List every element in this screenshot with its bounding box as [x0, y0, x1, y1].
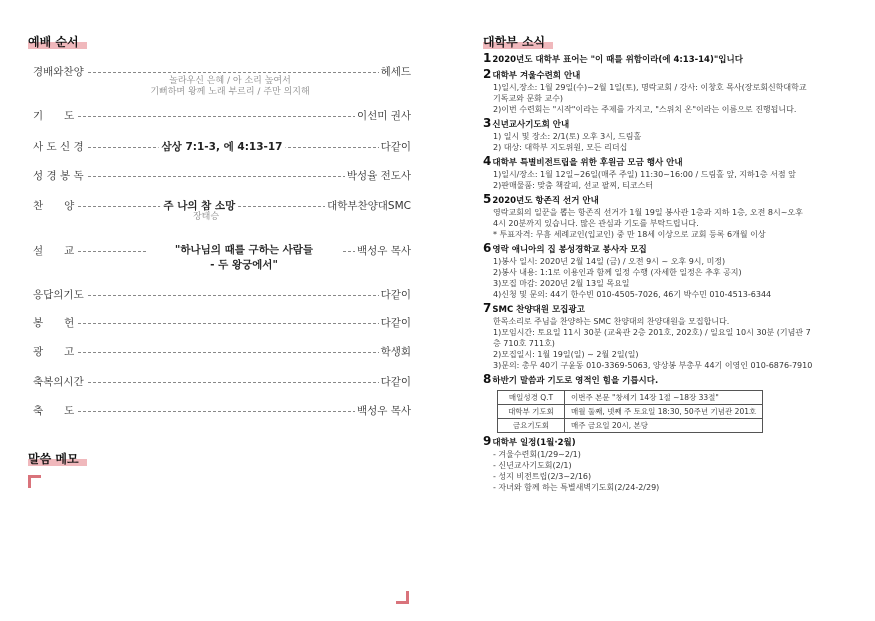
service-item-label: 광 고: [33, 346, 75, 358]
news-item-title: 2020년도 항존직 선거 안내: [492, 196, 599, 206]
service-item-label: 봉 헌: [33, 317, 75, 329]
news-item-number: 7: [483, 301, 492, 315]
news-item-number: 9: [483, 434, 492, 448]
news-item-line: - 자녀와 함께 하는 특별새벽기도회(2/24-2/29): [493, 483, 660, 492]
service-item-label: 설 교: [33, 245, 75, 257]
news-item-line: 4)신청 및 문의: 44기 한수빈 010-4505-7026, 46기 박수민 010-4513-6344: [493, 290, 772, 299]
table-row: [498, 405, 763, 419]
table-cell-description: 매월 둘째, 넷째 주 토요일 18:30, 50주년 기념관 201호: [565, 405, 763, 419]
news-item-line: 1)일시/장소: 1월 12일~26일(매주 주일) 11:30~16:00 / 드림홀 앞, 지하1층 서점 앞: [493, 170, 796, 179]
news-item-line: 1) 일시 및 장소: 2/1(토) 오후 3시, 드림홀: [493, 132, 642, 141]
service-item-leader: 다같이: [380, 317, 411, 329]
news-item-line: 2)봉사 내용: 1:1로 이용인과 함께 일정 수행 (자세한 일정은 추후 공지): [493, 268, 742, 277]
news-item: [483, 374, 875, 433]
sermon-title: [146, 243, 342, 273]
memo-corner-top-left: [28, 475, 41, 488]
leader-line: [33, 323, 411, 324]
news-item-line: - 겨울수련회(1/29~2/1): [493, 450, 581, 459]
news-item-line: 1)모임시간: 토요일 11시 30분 (교육관 2층 201호, 202호) / 일요일 10시 30분 (기념관 7: [493, 328, 811, 337]
table-cell-name: 금요기도회: [498, 419, 565, 433]
service-item-reading: [33, 169, 411, 183]
news-item-line: 1)봉사 일시: 2020년 2월 14일 (금) / 오전 9시 ~ 오후 9시, 미정): [493, 257, 726, 266]
news-item-line: 영락교회의 일꾼을 뽑는 항존직 선거가 1월 19일 봉사관 1층과 지하 1층, 오전 8시~오후: [493, 208, 803, 217]
news-item-number: 2: [483, 67, 492, 81]
service-item-blessing: [33, 375, 411, 389]
news-item: [483, 243, 875, 300]
news-item-line: 3)문의: 총무 40기 구윤동 010-3369-5063, 양상봉 부총무 44기 이영인 010-6876-7910: [493, 361, 813, 370]
spiritual-schedule-table: [497, 390, 763, 433]
news-item-title: 하반기 말씀과 기도로 영적인 힘을 기릅시다.: [492, 376, 659, 386]
service-item-praise: [33, 199, 411, 213]
praise-composer: 장태승: [192, 212, 220, 222]
service-item-label: 기 도: [33, 110, 75, 122]
worship-songs-line2: 기뻐하며 왕께 노래 부르리 / 주만 의지해: [150, 87, 310, 97]
news-item-line: 4시 20분까지 있습니다. 많은 관심과 기도를 부탁드립니다.: [493, 219, 699, 228]
service-item-response: [33, 288, 411, 302]
news-item-number: 1: [483, 51, 492, 65]
leader-line: [33, 72, 411, 73]
service-item-leader: 학생회: [380, 346, 411, 358]
news-title: 대학부 소식: [483, 35, 553, 49]
news-item-line: 2)모집일시: 1월 19일(일) ~ 2월 2일(일): [493, 350, 639, 359]
news-item-number: 8: [483, 372, 492, 386]
leader-line: [33, 382, 411, 383]
news-item-line: 1)일시,장소: 1월 29일(수)~2월 1일(토), 명락교회 / 강사: 이창호 목사(장로회신학대학교: [493, 83, 807, 92]
service-item-offering: [33, 316, 411, 330]
news-item-heading: [483, 156, 875, 169]
news-item-title: 영락 애니아의 집 봉성경학교 봉사자 모집: [492, 245, 647, 255]
service-item-leader: 다같이: [380, 289, 411, 301]
service-item-label: 축 도: [33, 405, 75, 417]
table-cell-description: 매주 금요일 20시, 본당: [565, 419, 763, 433]
news-item-title: 신년교사기도회 안내: [492, 120, 570, 130]
news-item-line: 기독교와 문화 교수): [493, 94, 564, 103]
sermon-title-line2: - 두 왕궁에서": [210, 259, 278, 271]
praise-song-title: 주 나의 참 소망: [160, 199, 238, 213]
news-item-title: SMC 찬양대원 모집광고: [492, 305, 585, 315]
news-item-heading: [483, 303, 875, 316]
table-cell-name: 대학부 기도회: [498, 405, 565, 419]
news-item: [483, 194, 875, 240]
table-cell-description: 이번주 본문 "창세기 14장 1절 ~18장 33절": [565, 391, 763, 405]
news-item-heading: [483, 374, 875, 387]
service-item-leader: 백성우 목사: [356, 405, 411, 417]
service-item-creed: [33, 140, 411, 154]
news-item: [483, 69, 875, 115]
news-item: [483, 156, 875, 191]
news-item-line: * 투표자격: 무흠 세례교인(입교인) 중 만 18세 이상으로 교회 등록 6개월 이상: [493, 230, 766, 239]
table-row: [498, 391, 763, 405]
worship-songs-line1: 놀라우신 은혜 / 아 소리 높여서: [169, 76, 291, 86]
news-list: [483, 53, 875, 496]
news-item: [483, 118, 875, 153]
memo-corner-bottom-right: [396, 591, 409, 604]
service-item-prayer: [33, 109, 411, 123]
service-item-leader: 이선미 권사: [356, 110, 411, 122]
table-row: [498, 419, 763, 433]
news-item-title: 대학부 특별비전트립을 위한 후원금 모금 행사 안내: [492, 158, 683, 168]
service-item-label: 찬 양: [33, 200, 75, 212]
news-item-line: 한목소리로 주님을 찬양하는 SMC 찬양대의 찬양대원을 모집합니다.: [493, 317, 730, 326]
news-item-title: 대학부 일정(1월·2월): [492, 438, 576, 448]
service-item-label: 사 도 신 경: [33, 141, 84, 153]
news-item-line: 3)모집 마감: 2020년 2월 13일 목요일: [493, 279, 630, 288]
service-item-label: 성 경 봉 독: [33, 170, 84, 182]
scripture-reference: 삼상 7:1-3, 에 4:13-17: [159, 140, 286, 154]
news-item-heading: [483, 194, 875, 207]
service-item-benediction: [33, 404, 411, 418]
news-item-line: 2) 대상: 대학부 지도위원, 모든 리더십: [493, 143, 628, 152]
service-item-leader: 박성율 전도사: [346, 170, 411, 182]
news-item-heading: [483, 243, 875, 256]
news-item: [483, 436, 875, 493]
order-of-service-title: 예배 순서: [28, 35, 87, 49]
news-item-number: 5: [483, 192, 492, 206]
news-item-heading: [483, 53, 875, 66]
service-item-leader: 백성우 목사: [356, 245, 411, 257]
service-item-label: 축복의시간: [33, 376, 84, 388]
service-item-leader: 대학부찬양대SMC: [327, 200, 411, 212]
leader-line: [33, 352, 411, 353]
news-item-title: 대학부 겨울수련회 안내: [492, 71, 581, 81]
worship-songs: [130, 76, 330, 98]
service-item-label: 경배와찬양: [33, 66, 84, 78]
news-item-line: 2)판매물품: 맞춤 책갈피, 선교 팔찌, 티코스터: [493, 181, 654, 190]
service-item-announcements: [33, 345, 411, 359]
news-item-line: - 성지 비전트립(2/3~2/16): [493, 472, 592, 481]
news-item-number: 4: [483, 154, 492, 168]
service-item-leader: 헤세드: [380, 66, 411, 78]
sermon-title-line1: "하나님의 때를 구하는 사람들: [174, 244, 314, 256]
news-item-line: 층 710호 711호): [493, 339, 555, 348]
news-item-number: 6: [483, 241, 492, 255]
sermon-memo-title: 말씀 메모: [28, 452, 87, 466]
news-item-number: 3: [483, 116, 492, 130]
leader-line: [33, 295, 411, 296]
news-item: [483, 303, 875, 371]
table-cell-name: 매일성경 Q.T: [498, 391, 565, 405]
news-item-heading: [483, 118, 875, 131]
news-item-line: - 신년교사기도회(2/1): [493, 461, 572, 470]
news-item-heading: [483, 436, 875, 449]
service-item-label: 응답의기도: [33, 289, 84, 301]
news-item: [483, 53, 875, 66]
news-item-title: 2020년도 대학부 표어는 "이 때를 위함이라(에 4:13-14)"입니다: [492, 55, 743, 65]
service-item-leader: 다같이: [380, 141, 411, 153]
service-item-leader: 다같이: [380, 376, 411, 388]
news-item-heading: [483, 69, 875, 82]
news-item-line: 2)이번 수련회는 "시작"이라는 주제를 가지고, "스위치 온"이라는 이름으로 진행됩니다.: [493, 105, 797, 114]
